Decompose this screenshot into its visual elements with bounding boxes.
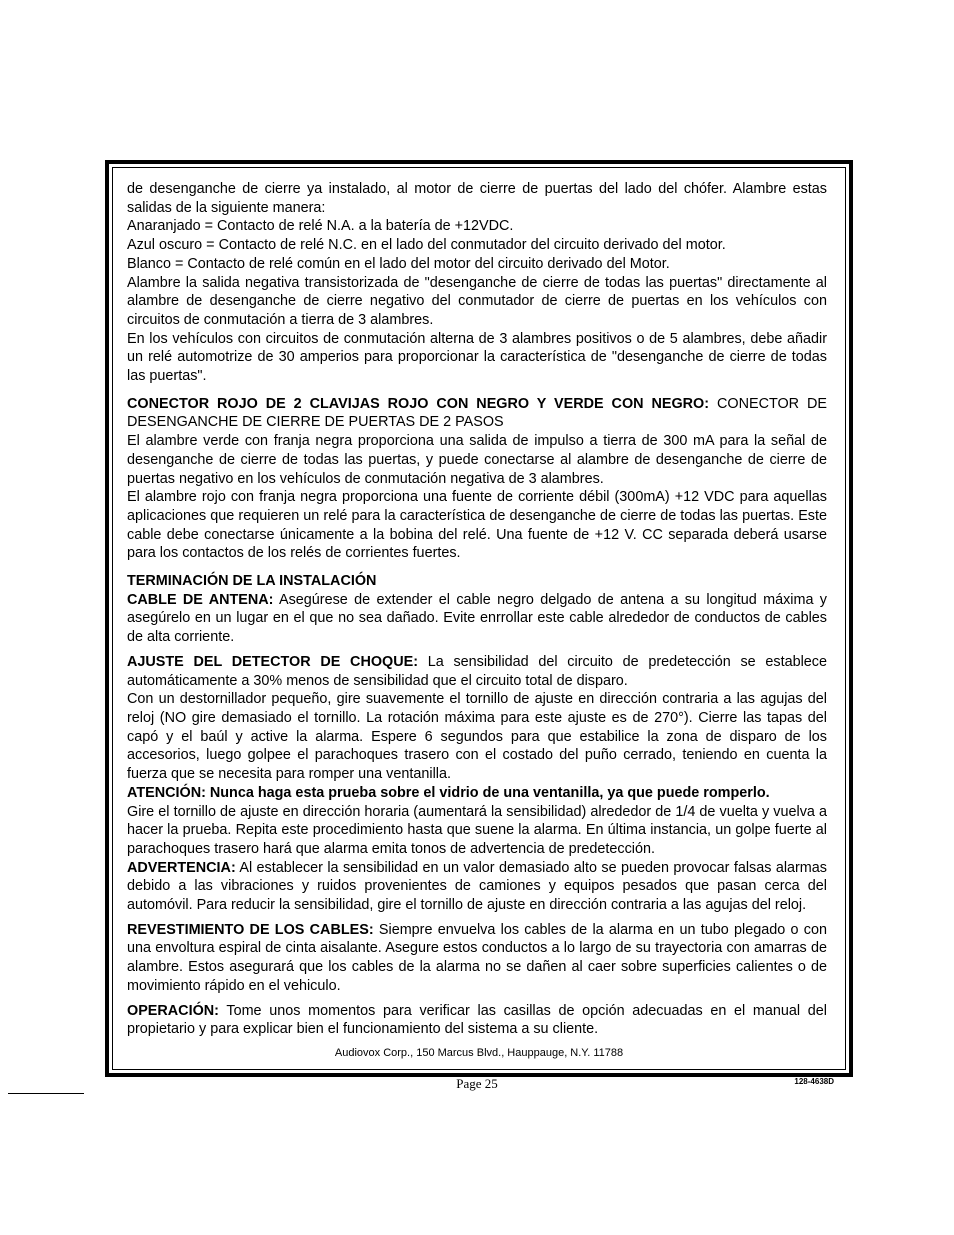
cables-text: Siempre envuelva los cables de la alarma en un tubo plegado o con una envoltura espiral de cinta aisalante. Asegure estos conductos a lo largo de su trayectoria con amarras de alambre. Estos asegurará que los cables de la alarma no se dañen al caer sobre superficies calientes o de movimiento rápido en el vehiculo. — [127, 921, 827, 994]
company-address: Audiovox Corp., 150 Marcus Blvd., Hauppauge, N.Y. 11788 — [334, 1047, 624, 1059]
paragraph-retest: Gire el tornillo de ajuste en dirección horaria (aumentará la sensibilidad) alrededor de 1/4 de vuelta y vuelva a hacer la prueba. Repita este procedimiento hasta que suene la alarma. En última instancia, un golpe fuerte al parachoques trasero hará que alarma emita tonos de advertencia de predetección. — [127, 803, 827, 857]
warning-section — [127, 859, 827, 915]
warning-label: ADVERTENCIA: — [127, 859, 236, 876]
warning-text: Al establecer la sensibilidad en un valor demasiado alto se pueden provocar falsas alarmas debido a las vibraciones y ruidos provenientes de camiones y equipos pesados que pasan cerca del automóvil. Para reducir la sensibilidad, gire el tornillo de ajuste en dirección contraria a las agujas del reloj. — [127, 859, 827, 914]
paragraph-negative-output: Alambre la salida negativa transistorizada de "desenganche de cierre de todas las puertas" directamente al alambre de desenganche de cierre negativo del conmutador de cierre de puertas en los vehículos con circuitos de conmutación a tierra de 3 alambres. — [127, 274, 827, 328]
connector-heading: CONECTOR ROJO DE 2 CLAVIJAS ROJO CON NEGRO Y VERDE CON NEGRO: — [127, 395, 710, 412]
page-number: Page 25 — [456, 1076, 498, 1091]
content-frame — [105, 160, 853, 1077]
wire-white: Blanco = Contacto de relé común en el lado del motor del circuito derivado del Motor. — [127, 255, 670, 272]
paragraph-red-wire: El alambre rojo con franja negra proporciona una fuente de corriente débil (300mA) +12 VDC para aquellas aplicaciones que requieren un relé para la característica de desenganche de cierre de todas las puertas. Este cable debe conectarse únicamente a la bobina del relé. Una fuente de +12 V. CC separada deberá usarse para los contactos de los relés de corrientes fuertes. — [127, 489, 827, 562]
antenna-label: CABLE DE ANTENA: — [127, 591, 274, 608]
wire-dark-blue: Azul oscuro = Contacto de relé N.C. en el lado del conmutador del circuito derivado del motor. — [127, 237, 726, 254]
content-frame-inner — [112, 167, 846, 1070]
antenna-section — [127, 591, 827, 647]
attention-note: ATENCIÓN: Nunca haga esta prueba sobre el vidrio de una ventanilla, ya que puede romperlo. — [127, 784, 770, 801]
connector-subheading: CONECTOR DE DESENGANCHE DE CIERRE DE PUERTAS DE 2 PASOS — [127, 395, 828, 431]
footer-rule — [8, 1093, 84, 1094]
operation-text: Tome unos momentos para verificar las casillas de opción adecuadas en el manual del propietario y para explicar bien el funcionamiento del sistema a su cliente. — [127, 1002, 827, 1038]
operation-section — [127, 1002, 827, 1039]
shock-section — [127, 653, 827, 690]
shock-text: La sensibilidad del circuito de predetección se establece automáticamente a 30% menos de sensibilidad que el circuito total de disparo. — [127, 653, 827, 689]
wire-orange: Anaranjado = Contacto de relé N.A. a la batería de +12VDC. — [127, 218, 514, 235]
operation-label: OPERACIÓN: — [127, 1002, 219, 1019]
paragraph-adjustment: Con un destornillador pequeño, gire suavemente el tornillo de ajuste en dirección contraria a las agujas del reloj (NO gire demasiado el tornillo. La rotación máxima para este ajuste es de 270°). Cierre las tapas del capó y el baúl y active la alarma. Espere 6 segundos para que estabilice la zona de disparo de los accesorios, luego golpee el parachoques trasero con el costado del puño cerrado, teniendo en cuenta la fuerza que se necesita para romper una ventanilla. — [127, 691, 827, 783]
document-code: 128-4638D — [794, 1077, 834, 1086]
paragraph-green-wire: El alambre verde con franja negra proporciona una salida de impulso a tierra de 300 mA para la señal de desenganche de cierre de todas las puertas, y puede conectarse al alambre de desenganche de cierre de puertas negativo en los vehículos de conmutación negativa de 3 alambres. — [127, 433, 827, 487]
paragraph-intro: de desenganche de cierre ya instalado, al motor de cierre de puertas del lado del chófer. Alambre estas salidas de la siguiente manera: — [127, 181, 827, 216]
document-body — [127, 180, 827, 1039]
paragraph-positive-circuits: En los vehículos con circuitos de conmutación alterna de 3 alambres positivos o de 5 alambres, debe añadir un relé automotrize de 30 amperios para proporcionar la característica de "desenganche de cierre de todas las puertas". — [127, 330, 827, 385]
shock-label: AJUSTE DEL DETECTOR DE CHOQUE: — [127, 653, 419, 670]
antenna-text: Asegúrese de extender el cable negro delgado de antena a su longitud máxima y asegúrelo en un lugar en el que no sea dañado. Evite enrrollar este cable alrededor de conductos de cables de alta corriente. — [127, 591, 827, 646]
connector-section — [127, 395, 827, 432]
cables-label: REVESTIMIENTO DE LOS CABLES: — [127, 921, 374, 938]
cables-section — [127, 921, 827, 996]
termination-heading: TERMINACIÓN DE LA INSTALACIÓN — [127, 573, 377, 590]
